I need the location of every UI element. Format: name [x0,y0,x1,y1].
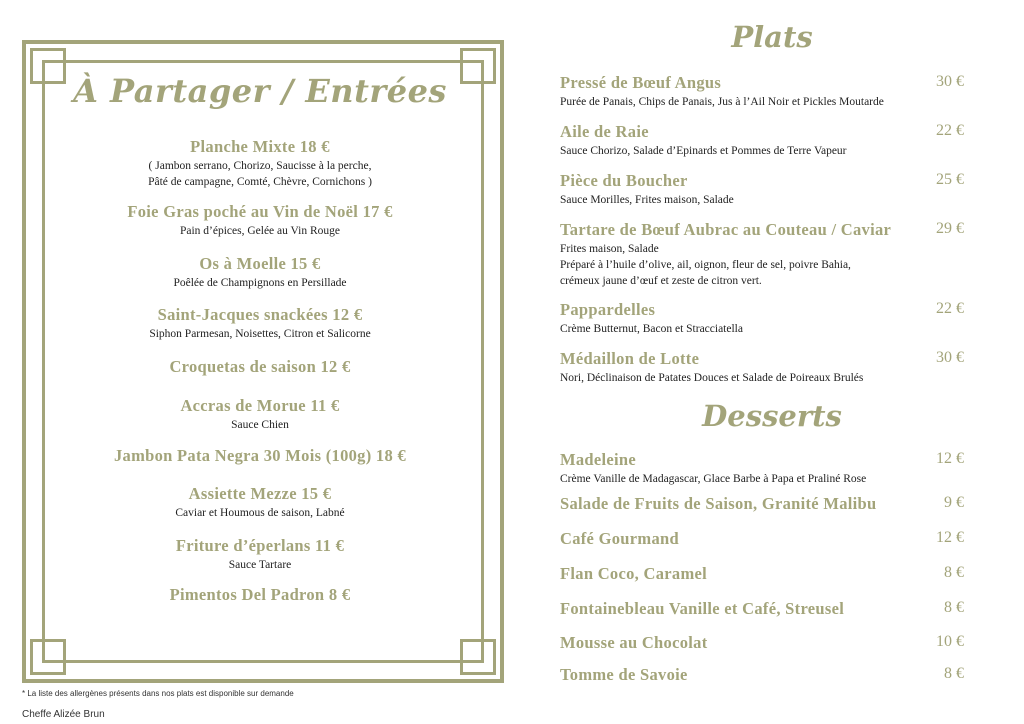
entree-name: Friture d’éperlans 11 € [175,536,345,555]
entree-item [40,305,480,341]
entree-name: Jambon Pata Negra 30 Mois (100g) 18 € [113,446,407,465]
entree-name: Croquetas de saison 12 € [169,357,351,376]
dessert-item [560,529,970,549]
entree-name: Planche Mixte 18 € [190,137,330,156]
entree-name: Accras de Morue 11 € [180,396,340,415]
dessert-item-description: Crème Vanille de Madagascar, Glace Barbe à Papa et Praliné Rose [560,473,867,485]
plat-item-price: 22 € [936,122,964,139]
plat-item [560,349,970,385]
entree-description: Pâté de campagne, Comté, Chèvre, Cornichons ) [148,176,372,188]
dessert-item [560,494,970,514]
plat-item-price: 25 € [936,171,964,188]
dessert-item-name: Fontainebleau Vanille et Café, Streusel [560,599,845,618]
entree-name: Foie Gras poché au Vin de Noël 17 € [127,202,393,221]
dessert-item [560,665,970,685]
plat-item-description: Frites maison, Salade [560,243,659,255]
chef-signature: Cheffe Alizée Brun [22,709,105,720]
plat-item-description: Purée de Panais, Chips de Panais, Jus à l’Ail Noir et Pickles Moutarde [560,96,884,108]
dessert-item [560,450,970,486]
entree-description: Caviar et Houmous de saison, Labné [175,507,345,519]
entree-description: Poêlée de Champignons en Persillade [173,277,347,289]
plat-item-price: 30 € [936,73,964,90]
entree-name: Assiette Mezze 15 € [188,484,332,503]
plat-item [560,122,970,158]
dessert-item [560,564,970,584]
entree-item [40,202,480,238]
plat-item-name: Pièce du Boucher [560,171,688,190]
dessert-item-price: 10 € [936,633,964,650]
plat-item-name: Pressé de Bœuf Angus [560,73,722,92]
entree-item [40,484,480,520]
plat-item [560,171,970,207]
plat-item-name: Aile de Raie [560,122,649,141]
dessert-item-price: 9 € [944,494,964,511]
dessert-item-name: Mousse au Chocolat [560,633,708,652]
entree-description: Sauce Chien [231,419,289,431]
desserts-title: Desserts [702,399,842,433]
plat-item-name: Tartare de Bœuf Aubrac au Couteau / Caviar [560,220,892,239]
dessert-item-name: Café Gourmand [560,529,679,548]
plat-item [560,73,970,109]
dessert-item-price: 8 € [944,564,964,581]
dessert-item-price: 8 € [944,599,964,616]
dessert-item [560,633,970,653]
plat-item-description: Nori, Déclinaison de Patates Douces et Salade de Poireaux Brulés [560,372,864,384]
plat-item [560,220,970,288]
plats-title: Plats [731,20,813,54]
dessert-item-price: 12 € [936,529,964,546]
plat-item-name: Pappardelles [560,300,656,319]
entree-name: Pimentos Del Padron 8 € [169,585,351,604]
dessert-item [560,599,970,619]
entree-item [40,585,480,605]
plat-item-description: crémeux jaune d’œuf et zeste de citron vert. [560,275,762,287]
entree-item [40,137,480,189]
dessert-item-price: 12 € [936,450,964,467]
entree-item [40,254,480,290]
entree-item [40,446,480,466]
plat-item-description: Préparé à l’huile d’olive, ail, oignon, fleur de sel, poivre Bahia, [560,259,851,271]
plat-item-price: 22 € [936,300,964,317]
plat-item-price: 29 € [936,220,964,237]
entree-description: Pain d’épices, Gelée au Vin Rouge [179,225,341,237]
dessert-item-name: Flan Coco, Caramel [560,564,707,583]
entree-description: Sauce Tartare [228,559,292,571]
entree-name: Os à Moelle 15 € [199,254,321,273]
plat-item-description: Sauce Morilles, Frites maison, Salade [560,194,734,206]
dessert-item-name: Salade de Fruits de Saison, Granité Malibu [560,494,877,513]
dessert-item-price: 8 € [944,665,964,682]
plat-item [560,300,970,336]
entrees-title: À Partager / Entrées [73,72,447,110]
plat-item-name: Médaillon de Lotte [560,349,700,368]
entree-name: Saint-Jacques snackées 12 € [157,305,363,324]
entree-item [40,357,480,377]
dessert-item-name: Madeleine [560,450,637,469]
plat-item-price: 30 € [936,349,964,366]
plat-item-description: Crème Butternut, Bacon et Stracciatella [560,323,743,335]
entree-description: ( Jambon serrano, Chorizo, Saucisse à la perche, [148,160,372,172]
plat-item-description: Sauce Chorizo, Salade d’Epinards et Pommes de Terre Vapeur [560,145,847,157]
allergen-footnote: * La liste des allergènes présents dans nos plats est disponible sur demande [22,689,294,698]
entree-description: Siphon Parmesan, Noisettes, Citron et Salicorne [149,328,371,340]
entree-item [40,536,480,572]
dessert-item-name: Tomme de Savoie [560,665,688,684]
entree-item [40,396,480,432]
